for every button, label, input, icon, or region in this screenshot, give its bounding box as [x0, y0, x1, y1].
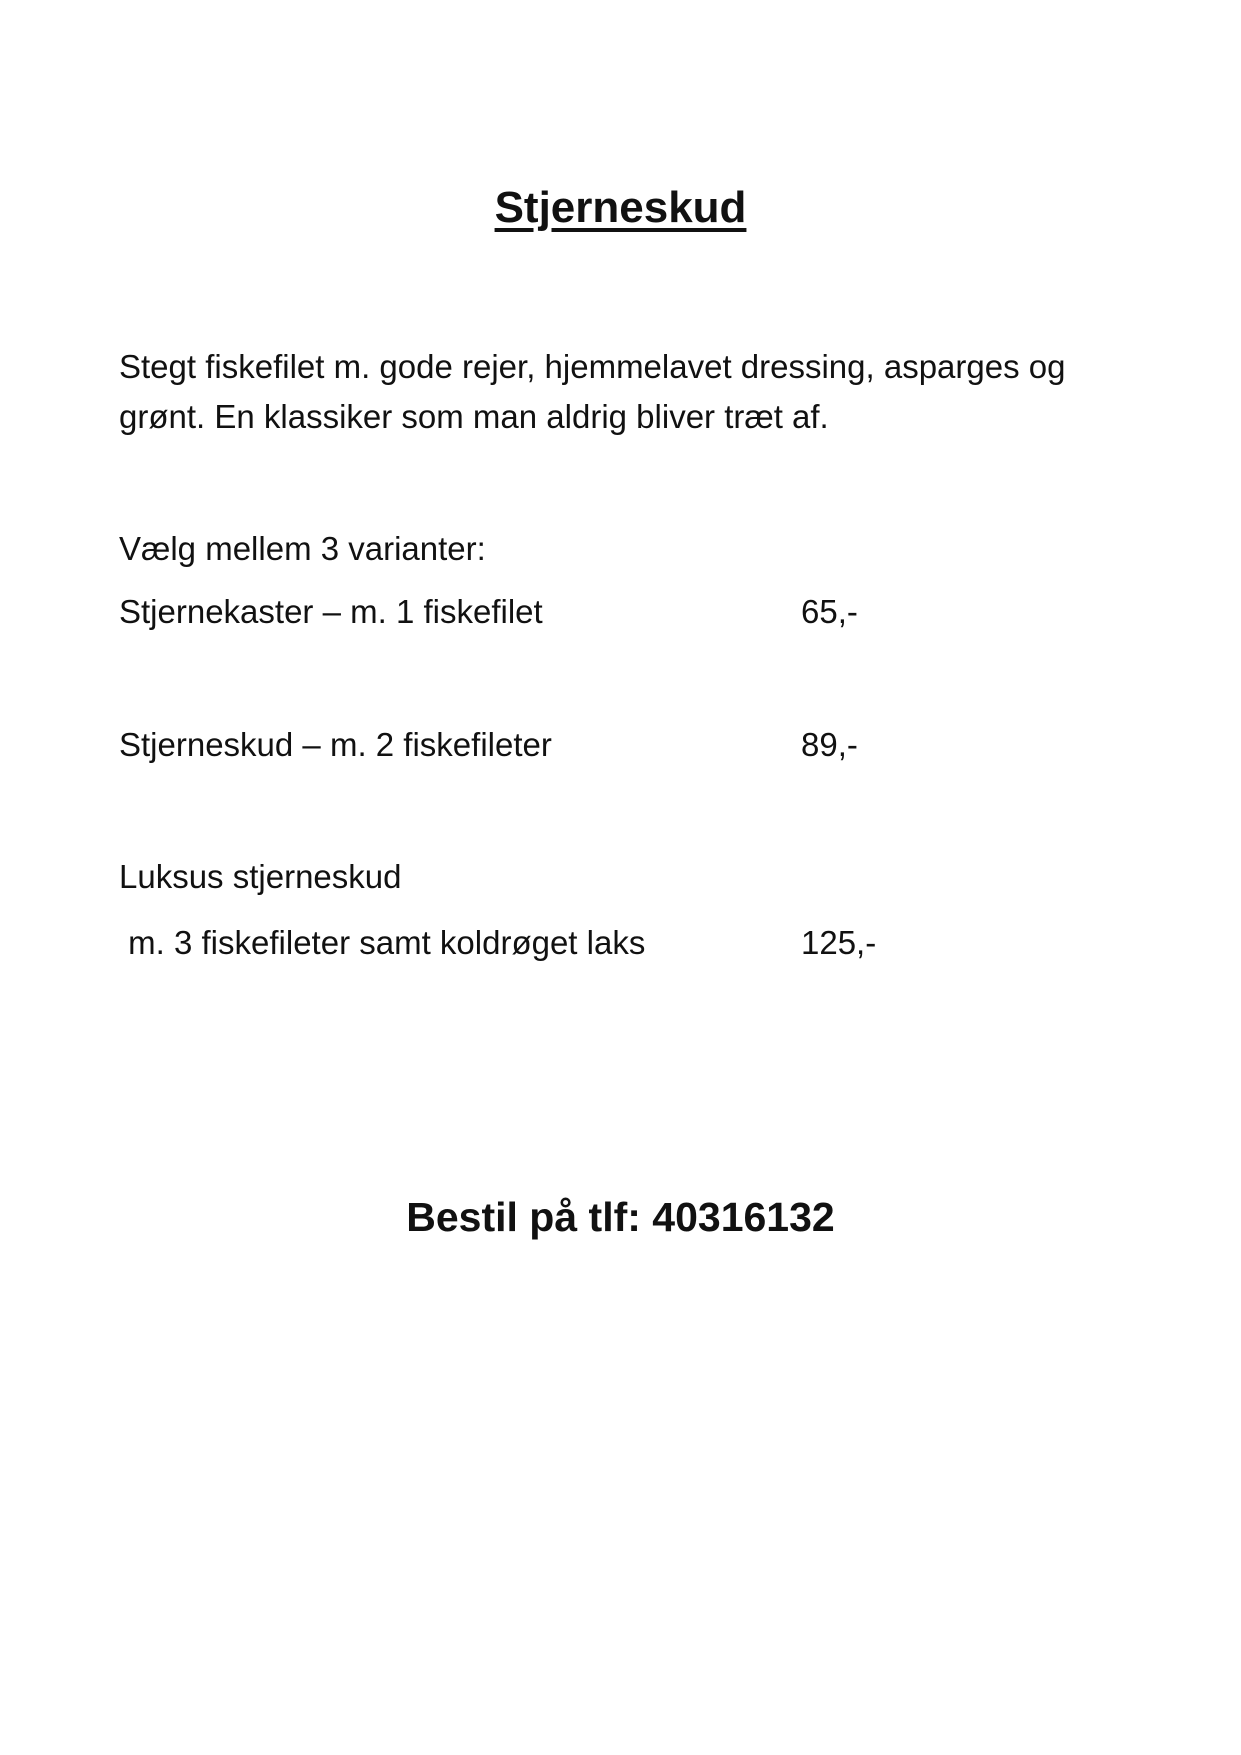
- variant-sublabel-3: m. 3 fiskefileter samt koldrøget laks: [119, 924, 646, 961]
- variant-label-1: Stjernekaster – m. 1 fiskefilet: [119, 593, 543, 630]
- variant-price-3: 125,-: [801, 924, 877, 961]
- variants-intro: Vælg mellem 3 varianter:: [119, 530, 486, 567]
- dish-description: Stegt fiskefilet m. gode rejer, hjemmelavet dressing, asparges og grønt. En klassiker som man aldrig bliver træt af.: [119, 348, 1066, 435]
- variant-label-2: Stjerneskud – m. 2 fiskefileter: [119, 726, 552, 763]
- variant-label-3: Luksus stjerneskud: [119, 858, 402, 895]
- variant-price-2: 89,-: [801, 726, 858, 763]
- page-title: Stjerneskud: [494, 183, 747, 232]
- order-phone: Bestil på tlf: 40316132: [406, 1194, 835, 1240]
- variant-price-1: 65,-: [801, 593, 858, 630]
